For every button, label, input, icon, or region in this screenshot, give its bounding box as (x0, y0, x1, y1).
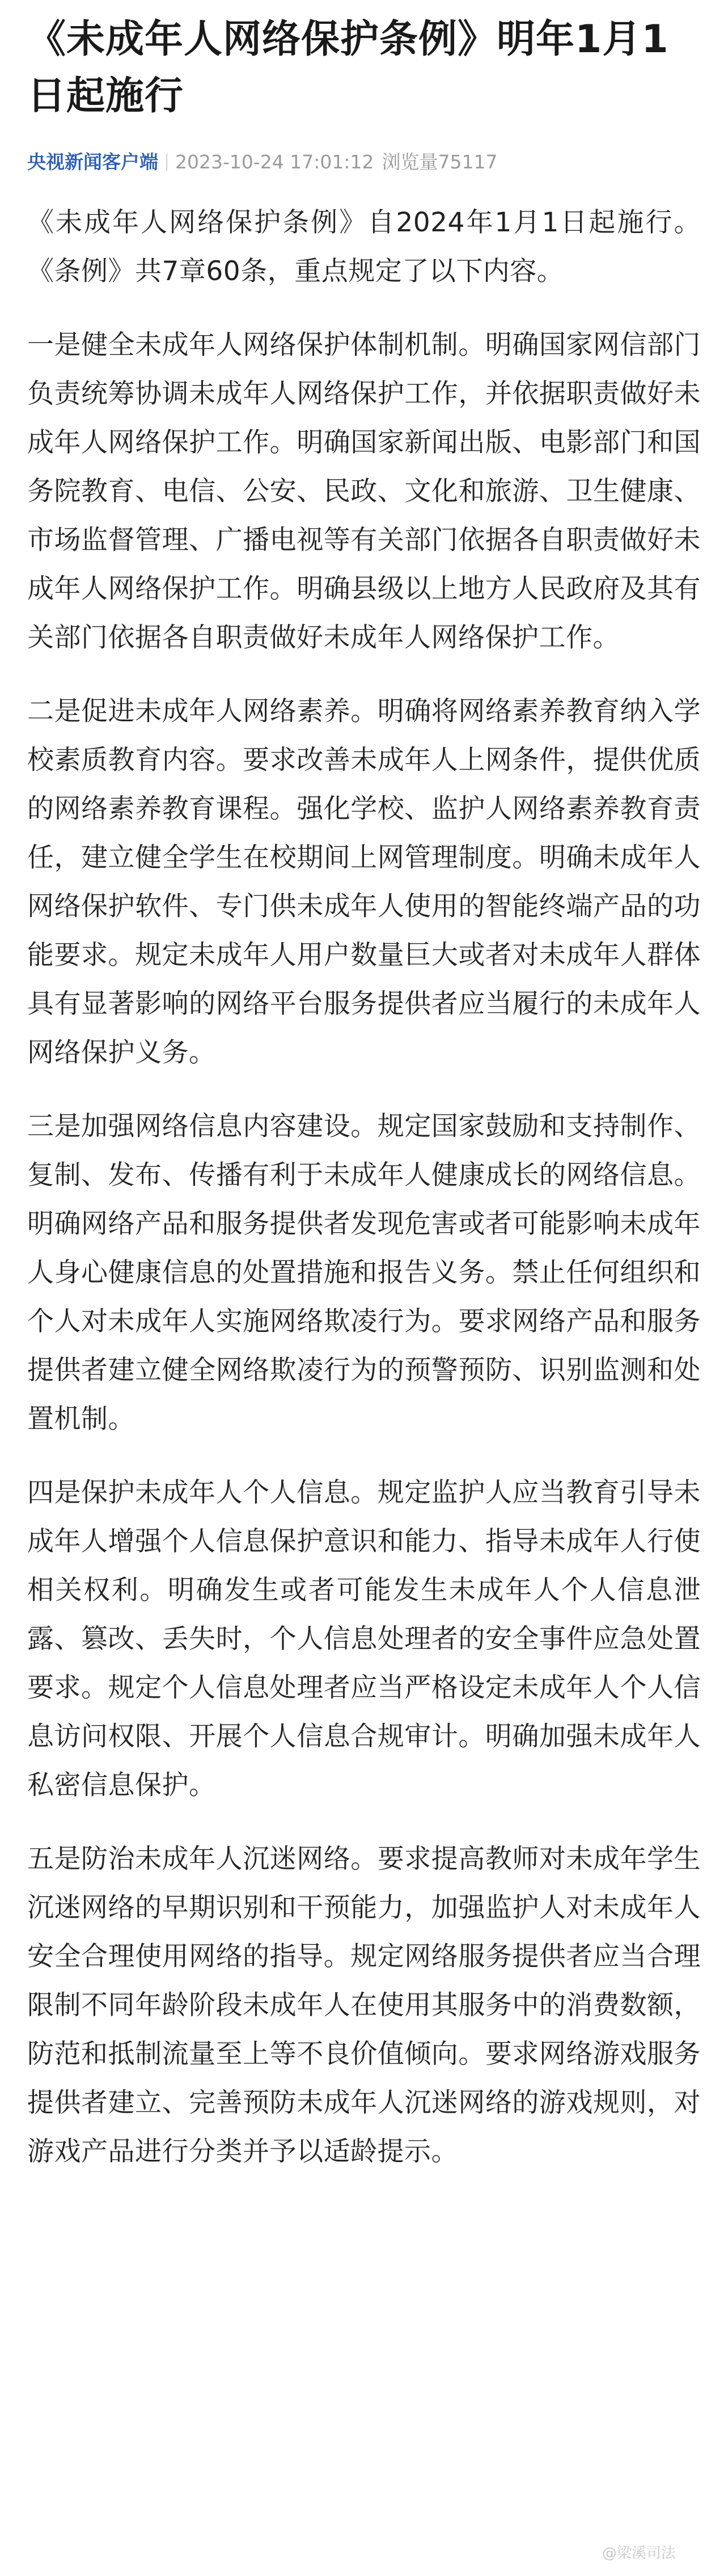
watermark: @梁溪司法 (602, 2545, 676, 2562)
article-source[interactable]: 央视新闻客户端 (27, 151, 158, 173)
meta-divider (166, 154, 167, 171)
article-datetime: 2023-10-24 17:01:12 (175, 151, 374, 173)
article-paragraph: 《未成年人网络保护条例》自2024年1月1日起施行。《条例》共7章60条，重点规定了以下内容。 (27, 207, 701, 287)
article (27, 11, 701, 2176)
article-view-count: 浏览量75117 (382, 151, 498, 173)
article-meta (27, 149, 701, 176)
article-paragraph: 五是防治未成年人沉迷网络。要求提高教师对未成年学生沉迷网络的早期识别和干预能力，加强监护人对未成年人安全合理使用网络的指导。规定网络服务提供者应当合理限制不同年龄阶段未成年人在使用其服务中的消费数额，防范和抵制流量至上等不良价值倾向。要求网络游戏服务提供者建立、完善预防未成年人沉迷网络的游戏规则，对游戏产品进行分类并予以适龄提示。 (27, 1843, 701, 2167)
article-paragraph: 二是促进未成年人网络素养。明确将网络素养教育纳入学校素质教育内容。要求改善未成年人上网条件，提供优质的网络素养教育课程。强化学校、监护人网络素养教育责任，建立健全学生在校期间上网管理制度。明确未成年人网络保护软件、专门供未成年人使用的智能终端产品的功能要求。规定未成年人用户数量巨大或者对未成年人群体具有显著影响的网络平台服务提供者应当履行的未成年人网络保护义务。 (27, 696, 701, 1068)
article-paragraph: 三是加强网络信息内容建设。规定国家鼓励和支持制作、复制、发布、传播有利于未成年人健康成长的网络信息。明确网络产品和服务提供者发现危害或者可能影响未成年人身心健康信息的处置措施和报告义务。禁止任何组织和个人对未成年人实施网络欺凌行为。要求网络产品和服务提供者建立健全网络欺凌行为的预警预防、识别监测和处置机制。 (27, 1111, 701, 1435)
article-title: 《未成年人网络保护条例》明年1月1日起施行 (27, 17, 669, 119)
article-paragraph: 一是健全未成年人网络保护体制机制。明确国家网信部门负责统筹协调未成年人网络保护工作，并依据职责做好未成年人网络保护工作。明确国家新闻出版、电影部门和国务院教育、电信、公安、民政、文化和旅游、卫生健康、市场监督管理、广播电视等有关部门依据各自职责做好未成年人网络保护工作。明确县级以上地方人民政府及其有关部门依据各自职责做好未成年人网络保护工作。 (27, 329, 701, 653)
article-paragraph: 四是保护未成年人个人信息。规定监护人应当教育引导未成年人增强个人信息保护意识和能力、指导未成年人行使相关权利。明确发生或者可能发生未成年人个人信息泄露、篡改、丢失时，个人信息处理者的安全事件应急处置要求。规定个人信息处理者应当严格设定未成年人个人信息访问权限、开展个人信息合规审计。明确加强未成年人私密信息保护。 (27, 1477, 701, 1801)
